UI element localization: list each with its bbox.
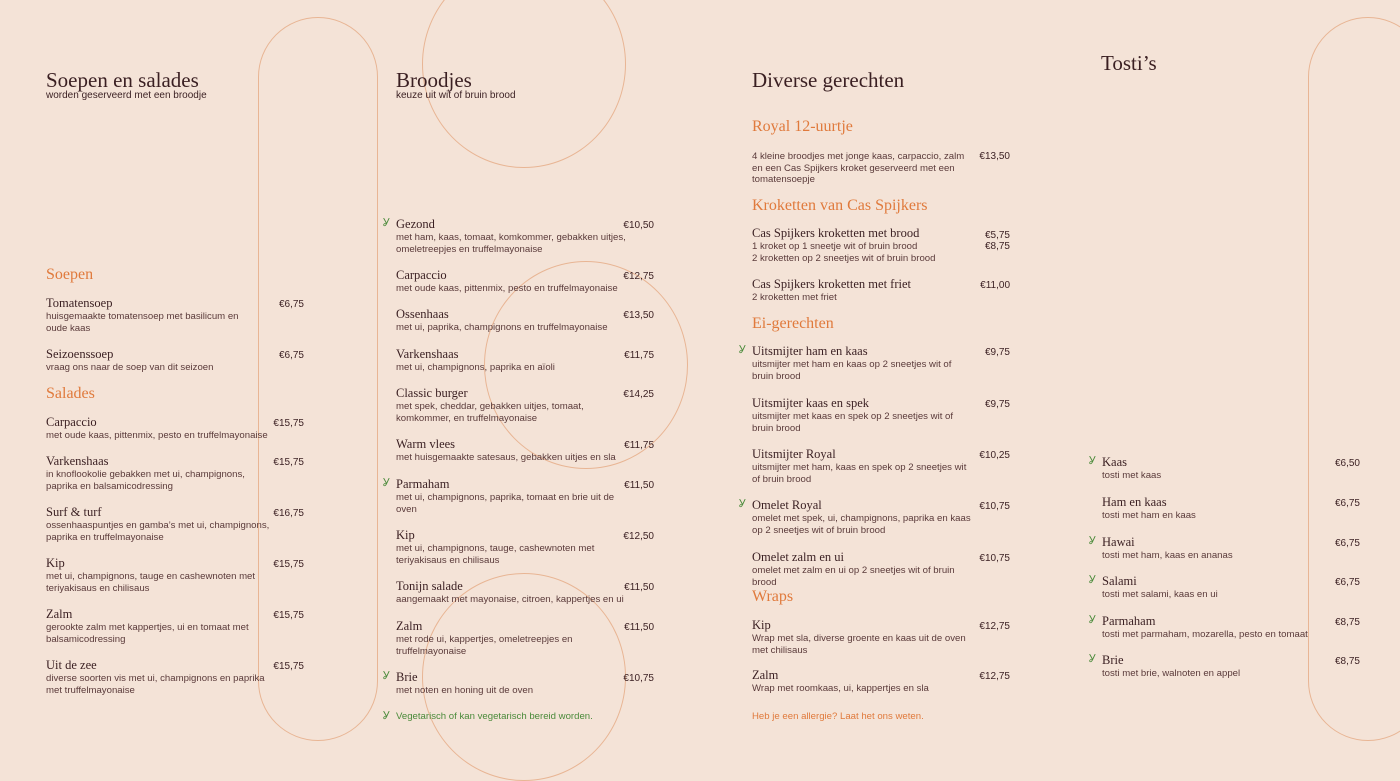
decor-pill-right [1308, 17, 1400, 741]
kroket-desc: 2 kroketten op 2 sneetjes wit of bruin brood [752, 252, 936, 264]
col3-title: Diverse gerechten [752, 68, 905, 92]
wraps-heading: Wraps [752, 588, 794, 605]
vegetarian-icon: Ỿ [1089, 534, 1096, 547]
item-desc: gerookte zalm met kappertjes, ui en tomaat met balsamicodressing [46, 622, 249, 645]
item-desc: Wrap met roomkaas, ui, kappertjes en sla [752, 683, 929, 694]
menu-item [752, 668, 980, 695]
item-name: Uitsmijter ham en kaas [752, 344, 868, 358]
item-price: €6,75 [278, 299, 304, 310]
col2-title: Broodjes [396, 68, 472, 92]
item-name: Kip [46, 556, 65, 570]
vegetarian-icon: Ỿ [1089, 573, 1096, 586]
item-desc: omelet met spek, ui, champignons, paprika en kaas op 2 sneetjes wit of bruin brood [752, 513, 971, 536]
item-price: €15,75 [273, 661, 304, 672]
item-name: Parmaham [396, 477, 450, 491]
kroket-item-1 [752, 226, 935, 264]
menu-item [752, 550, 972, 588]
item-desc: aangemaakt met mayonaise, citroen, kappertjes en ui [396, 594, 624, 605]
item-name: Hawai [1102, 535, 1135, 549]
item-price: €6,75 [1334, 577, 1360, 588]
col1-title: Soepen en salades [46, 68, 199, 92]
item-name: Zalm [396, 619, 423, 633]
menu-item [1102, 535, 1312, 562]
menu-item [752, 618, 980, 656]
item-name: Kip [396, 528, 415, 542]
item-desc: met ui, champignons, tauge, cashewnoten met teriyakisaus en chilisaus [396, 543, 595, 566]
menu-item [46, 296, 256, 334]
item-price: €10,50 [623, 220, 654, 231]
item-desc: ossenhaaspuntjes en gamba’s met ui, champignons, paprika en truffelmayonaise [46, 520, 270, 543]
item-name: Parmaham [1102, 614, 1156, 628]
item-desc: vraag ons naar de soep van dit seizoen [46, 362, 214, 373]
item-price: €10,25 [979, 450, 1010, 461]
item-price: €11,75 [624, 350, 654, 361]
item-price: €6,75 [278, 350, 304, 361]
item-desc: met spek, cheddar, gebakken uitjes, tomaat, komkommer, en truffelmayonaise [396, 401, 584, 424]
item-name: Seizoenssoep [46, 347, 114, 361]
item-name: Carpaccio [396, 268, 447, 282]
kroket-price: €8,75 [984, 241, 1010, 252]
vegetarian-icon: Ỿ [1089, 454, 1096, 467]
vegetarian-icon: Ỿ [739, 497, 746, 510]
kroket-item-2 [752, 277, 911, 304]
item-price: €10,75 [623, 673, 654, 684]
vegetarian-icon: Ỿ [383, 669, 390, 682]
item-price: €10,75 [979, 553, 1010, 564]
ei-heading: Ei-gerechten [752, 315, 834, 332]
kroket-price: €5,75 [984, 230, 1010, 241]
menu-item [1102, 653, 1312, 680]
item-desc: tosti met salami, kaas en ui [1102, 589, 1218, 600]
item-desc: uitsmijter met ham, kaas en spek op 2 sneetjes wit of bruin brood [752, 462, 967, 485]
item-price: €12,75 [623, 271, 654, 282]
item-price: €15,75 [273, 559, 304, 570]
item-name: Varkenshaas [46, 454, 109, 468]
col2-subtitle: keuze uit wit of bruin brood [396, 90, 516, 101]
item-desc: met noten en honing uit de oven [396, 685, 534, 696]
item-desc: met huisgemaakte satesaus, gebakken uitjes en sla [396, 452, 616, 463]
item-desc: met ui, champignons, paprika en aïoli [396, 362, 555, 373]
item-name: Brie [1102, 653, 1124, 667]
item-price: €12,75 [979, 621, 1010, 632]
soepen-heading: Soepen [46, 266, 94, 283]
item-desc: met rode ui, kappertjes, omeletreepjes en truffelmayonaise [396, 634, 573, 657]
kroket-desc: 2 kroketten met friet [752, 292, 837, 303]
item-desc: tosti met parmaham, mozarella, pesto en tomaat [1102, 629, 1308, 640]
item-desc: met ui, paprika, champignons en truffelmayonaise [396, 322, 608, 333]
menu-item [1102, 574, 1312, 601]
item-name: Uitsmijter Royal [752, 447, 836, 461]
kroket-name: Cas Spijkers kroketten met brood [752, 226, 920, 240]
item-name: Classic burger [396, 386, 468, 400]
item-desc: uitsmijter met kaas en spek op 2 sneetjes wit of bruin brood [752, 411, 954, 434]
item-desc: tosti met ham en kaas [1102, 510, 1196, 521]
menu-item [752, 396, 972, 434]
item-price: €13,50 [623, 310, 654, 321]
item-name: Carpaccio [46, 415, 97, 429]
kroketten-heading: Kroketten van Cas Spijkers [752, 197, 928, 214]
veg-note: Vegetarisch of kan vegetarisch bereid worden. [396, 711, 593, 722]
menu-item [46, 347, 256, 374]
col4-title: Tosti’s [1101, 51, 1157, 75]
item-price: €10,75 [979, 501, 1010, 512]
item-desc: uitsmijter met ham en kaas op 2 sneetjes wit of bruin brood [752, 359, 952, 382]
veg-legend-icon: Ỿ [383, 709, 390, 722]
item-desc: omelet met zalm en ui op 2 sneetjes wit of bruin brood [752, 565, 955, 588]
allergy-note: Heb je een allergie? Laat het ons weten. [752, 711, 924, 722]
item-price: €14,25 [623, 389, 654, 400]
item-name: Kaas [1102, 455, 1127, 469]
item-price: €15,75 [273, 418, 304, 429]
item-name: Surf & turf [46, 505, 102, 519]
item-name: Kip [752, 618, 771, 632]
item-price: €16,75 [273, 508, 304, 519]
royal-desc: 4 kleine broodjes met jonge kaas, carpaccio, zalm en een Cas Spijkers kroket geserveerd met een tomatensoepje [752, 151, 965, 185]
item-name: Gezond [396, 217, 435, 231]
item-desc: met ui, champignons, tauge en cashewnoten met teriyakisaus en chilisaus [46, 571, 256, 594]
kroket-name: Cas Spijkers kroketten met friet [752, 277, 911, 291]
vegetarian-icon: Ỿ [1089, 652, 1096, 665]
item-desc: tosti met ham, kaas en ananas [1102, 550, 1233, 561]
item-price: €15,75 [273, 610, 304, 621]
item-name: Ossenhaas [396, 307, 449, 321]
item-price: €8,75 [1334, 617, 1360, 628]
item-desc: met ham, kaas, tomaat, komkommer, gebakken uitjes, omeletreepjes en truffelmayonaise [396, 232, 626, 255]
item-price: €12,50 [623, 531, 654, 542]
item-desc: in knoflookolie gebakken met ui, champignons, paprika en balsamicodressing [46, 469, 245, 492]
item-price: €9,75 [984, 399, 1010, 410]
kroket-price: €11,00 [980, 280, 1010, 291]
item-name: Brie [396, 670, 418, 684]
menu-item [1102, 614, 1312, 641]
vegetarian-icon: Ỿ [1089, 613, 1096, 626]
vegetarian-icon: Ỿ [739, 343, 746, 356]
item-name: Tomatensoep [46, 296, 113, 310]
item-name: Uitsmijter kaas en spek [752, 396, 869, 410]
vegetarian-icon: Ỿ [383, 216, 390, 229]
item-name: Uit de zee [46, 658, 97, 672]
item-price: €6,75 [1334, 498, 1360, 509]
item-price: €6,75 [1334, 538, 1360, 549]
item-desc: huisgemaakte tomatensoep met basilicum en oude kaas [46, 311, 239, 334]
item-price: €11,75 [624, 440, 654, 451]
item-price: €15,75 [273, 457, 304, 468]
item-desc: met ui, champignons, paprika, tomaat en brie uit de oven [396, 492, 615, 515]
item-price: €11,50 [624, 480, 654, 491]
item-price: €6,50 [1334, 458, 1360, 469]
item-name: Zalm [752, 668, 779, 682]
item-desc: met oude kaas, pittenmix, pesto en truffelmayonaise [46, 430, 268, 441]
item-name: Omelet Royal [752, 498, 822, 512]
menu-item [1102, 455, 1312, 482]
royal-heading: Royal 12-uurtje [752, 118, 853, 135]
kroket-desc: 1 kroket op 1 sneetje wit of bruin brood [752, 241, 918, 252]
item-name: Warm vlees [396, 437, 456, 451]
item-name: Omelet zalm en ui [752, 550, 844, 564]
item-desc: tosti met kaas [1102, 470, 1162, 481]
salades-heading: Salades [46, 385, 95, 402]
item-price: €11,50 [624, 582, 654, 593]
menu-item [1102, 495, 1312, 522]
item-desc: met oude kaas, pittenmix, pesto en truffelmayonaise [396, 283, 618, 294]
menu-item [752, 447, 972, 485]
item-price: €11,50 [624, 622, 654, 633]
item-price: €8,75 [1334, 656, 1360, 667]
vegetarian-icon: Ỿ [383, 476, 390, 489]
royal-price: €13,50 [979, 151, 1010, 162]
item-name: Ham en kaas [1102, 495, 1167, 509]
item-name: Salami [1102, 574, 1137, 588]
item-price: €9,75 [984, 347, 1010, 358]
item-name: Zalm [46, 607, 73, 621]
item-desc: diverse soorten vis met ui, champignons en paprika met truffelmayonaise [46, 673, 265, 696]
item-price: €12,75 [979, 671, 1010, 682]
item-desc: tosti met brie, walnoten en appel [1102, 668, 1241, 679]
col1-subtitle: worden geserveerd met een broodje [46, 90, 207, 101]
item-desc: Wrap met sla, diverse groente en kaas uit de oven met chilisaus [752, 633, 966, 656]
menu-item [752, 498, 972, 536]
item-name: Tonijn salade [396, 579, 463, 593]
menu-item [752, 344, 972, 382]
item-name: Varkenshaas [396, 347, 459, 361]
